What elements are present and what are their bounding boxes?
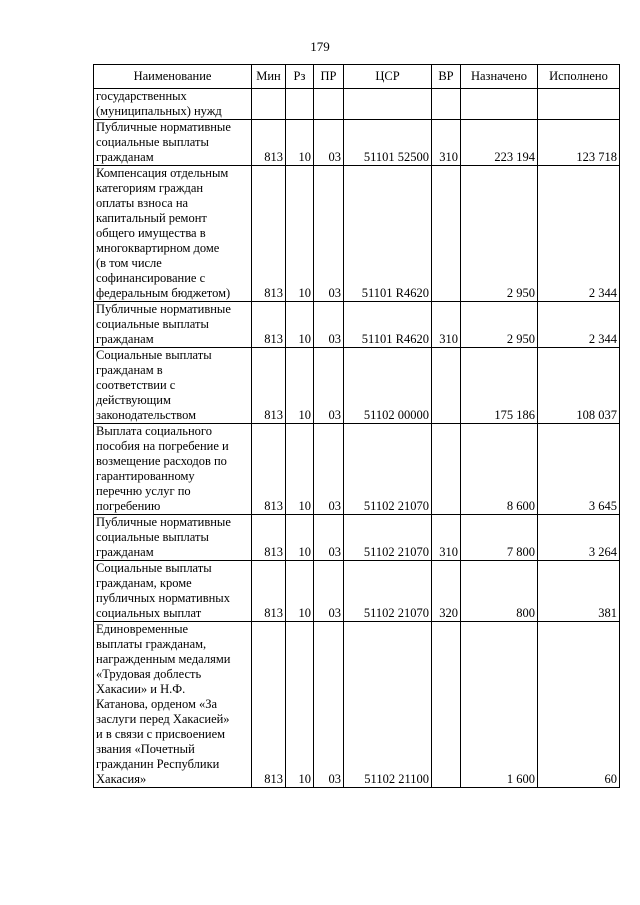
row-pr: 03	[314, 424, 344, 515]
row-vr: 310	[432, 302, 461, 348]
row-min: 813	[252, 302, 286, 348]
row-pr: 03	[314, 120, 344, 166]
row-nazn: 223 194	[461, 120, 538, 166]
row-pr: 03	[314, 561, 344, 622]
row-nazn	[461, 89, 538, 120]
row-vr	[432, 166, 461, 302]
row-min: 813	[252, 348, 286, 424]
row-rz: 10	[286, 561, 314, 622]
row-nazn: 1 600	[461, 622, 538, 788]
row-rz: 10	[286, 348, 314, 424]
row-vr: 310	[432, 120, 461, 166]
row-rz: 10	[286, 302, 314, 348]
row-csr: 51102 21100	[344, 622, 432, 788]
row-rz: 10	[286, 166, 314, 302]
row-name: Социальные выплаты гражданам, кроме публичных нормативных социальных выплат	[94, 561, 252, 622]
row-csr: 51102 00000	[344, 348, 432, 424]
row-nazn: 800	[461, 561, 538, 622]
header-csr: ЦСР	[344, 65, 432, 89]
table-row	[94, 515, 620, 561]
table-row	[94, 424, 620, 515]
table-row	[94, 302, 620, 348]
row-min: 813	[252, 515, 286, 561]
row-name: Единовременные выплаты гражданам, награжденным медалями «Трудовая доблесть Хакасии» и Н.Ф. Катанова, орденом «За заслуги перед Хакасией» и в связи с присвоением звания «Почетный гражданин Республики Хакасия»	[94, 622, 252, 788]
table-row	[94, 561, 620, 622]
header-min: Мин	[252, 65, 286, 89]
row-name: Выплата социального пособия на погребение и возмещение расходов по гарантированному перечню услуг по погребению	[94, 424, 252, 515]
header-pr: ПР	[314, 65, 344, 89]
row-isp: 3 264	[538, 515, 620, 561]
row-nazn: 2 950	[461, 302, 538, 348]
row-csr: 51101 R4620	[344, 166, 432, 302]
row-rz: 10	[286, 515, 314, 561]
table-row	[94, 166, 620, 302]
row-isp: 123 718	[538, 120, 620, 166]
row-csr: 51101 R4620	[344, 302, 432, 348]
row-min: 813	[252, 424, 286, 515]
row-pr	[314, 89, 344, 120]
header-isp: Исполнено	[538, 65, 620, 89]
row-nazn: 8 600	[461, 424, 538, 515]
row-csr: 51102 21070	[344, 515, 432, 561]
header-rz: Рз	[286, 65, 314, 89]
row-vr: 320	[432, 561, 461, 622]
row-name: государственных (муниципальных) нужд	[94, 89, 252, 120]
table-row	[94, 89, 620, 120]
budget-table	[93, 64, 620, 788]
table-header-row	[94, 65, 620, 89]
row-rz: 10	[286, 120, 314, 166]
row-name: Публичные нормативные социальные выплаты гражданам	[94, 120, 252, 166]
row-vr	[432, 89, 461, 120]
row-min: 813	[252, 120, 286, 166]
row-isp: 381	[538, 561, 620, 622]
row-pr: 03	[314, 166, 344, 302]
table-row	[94, 120, 620, 166]
row-csr: 51102 21070	[344, 424, 432, 515]
table-row	[94, 348, 620, 424]
row-csr: 51102 21070	[344, 561, 432, 622]
row-nazn: 175 186	[461, 348, 538, 424]
row-name: Социальные выплаты гражданам в соответствии с действующим законодательством	[94, 348, 252, 424]
header-nazn: Назначено	[461, 65, 538, 89]
row-pr: 03	[314, 622, 344, 788]
row-vr	[432, 348, 461, 424]
row-pr: 03	[314, 302, 344, 348]
table-row	[94, 622, 620, 788]
row-vr	[432, 424, 461, 515]
row-isp: 3 645	[538, 424, 620, 515]
row-pr: 03	[314, 348, 344, 424]
row-rz: 10	[286, 424, 314, 515]
row-min: 813	[252, 622, 286, 788]
row-nazn: 7 800	[461, 515, 538, 561]
row-isp: 60	[538, 622, 620, 788]
row-isp: 108 037	[538, 348, 620, 424]
page-number: 179	[310, 39, 330, 54]
header-name: Наименование	[94, 65, 252, 89]
row-isp	[538, 89, 620, 120]
row-name: Публичные нормативные социальные выплаты гражданам	[94, 515, 252, 561]
header-vr: ВР	[432, 65, 461, 89]
row-csr	[344, 89, 432, 120]
row-csr: 51101 52500	[344, 120, 432, 166]
row-isp: 2 344	[538, 302, 620, 348]
row-name: Публичные нормативные социальные выплаты гражданам	[94, 302, 252, 348]
row-min: 813	[252, 166, 286, 302]
row-rz: 10	[286, 622, 314, 788]
row-min	[252, 89, 286, 120]
row-nazn: 2 950	[461, 166, 538, 302]
row-pr: 03	[314, 515, 344, 561]
row-min: 813	[252, 561, 286, 622]
row-rz	[286, 89, 314, 120]
row-isp: 2 344	[538, 166, 620, 302]
row-vr: 310	[432, 515, 461, 561]
row-vr	[432, 622, 461, 788]
row-name: Компенсация отдельным категориям граждан оплаты взноса на капитальный ремонт общего имущества в многоквартирном доме (в том числе софинансирование с федеральным бюджетом)	[94, 166, 252, 302]
